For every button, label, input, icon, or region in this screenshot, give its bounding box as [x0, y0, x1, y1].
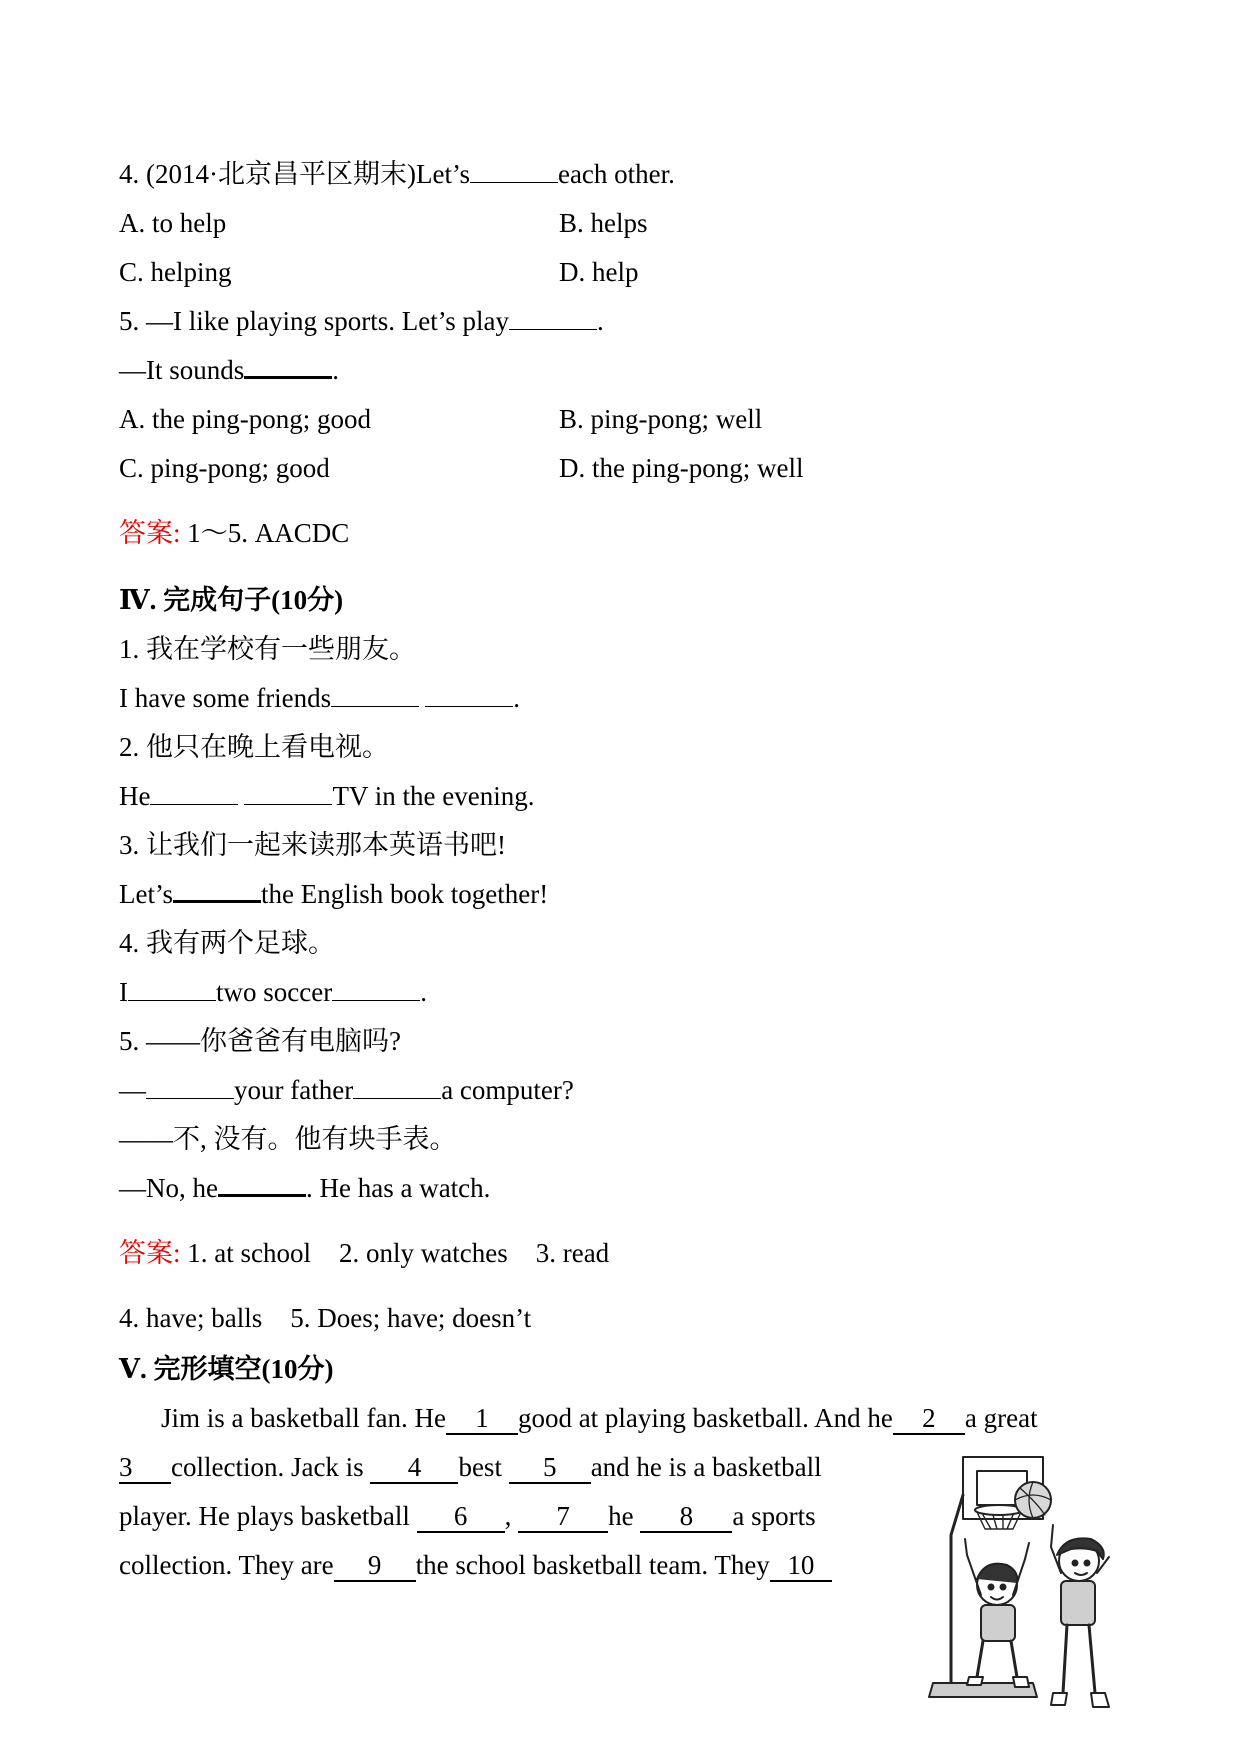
answer-blank[interactable]	[173, 878, 261, 903]
passage-text: a great	[964, 1403, 1038, 1433]
passage-text: the school basketball team. They	[415, 1550, 770, 1580]
section-4-heading: Ⅳ. 完成句子(10分)	[119, 585, 344, 615]
question-4-suffix: each other.	[557, 159, 675, 189]
answer-text: 1～5. AACDC	[180, 518, 350, 548]
cloze-blank-2[interactable]: 2	[893, 1403, 965, 1435]
question-5-line-2	[119, 346, 1129, 395]
option-b[interactable]: B. helps	[559, 208, 648, 238]
cloze-blank-10[interactable]: 10	[770, 1550, 832, 1582]
passage-text: good at playing basketball. And he	[517, 1403, 893, 1433]
section-5-heading: Ⅴ. 完形填空(10分)	[119, 1354, 334, 1384]
option-d[interactable]: D. help	[559, 257, 639, 287]
question-4	[119, 150, 1129, 199]
passage-text: ,	[504, 1501, 512, 1531]
sentence-text: the English book together!	[261, 879, 549, 909]
part-3-answer	[119, 509, 1129, 558]
question-5-suffix: .	[596, 306, 604, 336]
question-4-options-row-2	[119, 248, 1129, 297]
passage-text: and he is a basketball	[590, 1452, 822, 1482]
cloze-blank-6[interactable]: 6	[417, 1501, 505, 1533]
answer-item: 4. have; balls	[119, 1303, 263, 1333]
cloze-blank-4[interactable]: 4	[370, 1452, 458, 1484]
cloze-blank-8[interactable]: 8	[640, 1501, 732, 1533]
answer-item: 5. Does; have; doesn’t	[290, 1303, 532, 1333]
cloze-blank-7[interactable]: 7	[518, 1501, 608, 1533]
option-a[interactable]: A. to help	[119, 208, 227, 238]
sentence-text: your father	[234, 1075, 354, 1105]
sentence-5-reply-chinese: ——不, 没有。他有块手表。	[119, 1124, 457, 1154]
sentence-5-reply-english	[119, 1164, 1129, 1213]
cloze-blank-9[interactable]: 9	[334, 1550, 416, 1582]
sentence-1-english	[119, 674, 1129, 723]
sentence-text: .	[513, 683, 520, 713]
sentence-text: I have some friends	[119, 683, 332, 713]
answer-blank[interactable]	[332, 978, 420, 1001]
question-5-options-row-1	[119, 395, 1129, 444]
part-4-answer-continued	[119, 1294, 1129, 1343]
answer-blank[interactable]	[150, 782, 238, 805]
answer-label: 答案:	[119, 518, 181, 548]
cloze-blank-5[interactable]: 5	[509, 1452, 591, 1484]
question-5	[119, 297, 1129, 346]
answer-blank[interactable]	[128, 978, 216, 1001]
answer-item: 2. only watches	[339, 1238, 508, 1268]
passage-text: collection. Jack is	[171, 1452, 364, 1482]
answer-blank[interactable]	[509, 307, 597, 330]
sentence-text: Let’s	[119, 879, 173, 909]
passage-text: player. He plays basketball	[119, 1501, 410, 1531]
answer-blank[interactable]	[218, 1172, 306, 1197]
boys-playing-basketball-illustration	[925, 1455, 1130, 1720]
sentence-3-english	[119, 870, 1129, 919]
sentence-4-english	[119, 968, 1129, 1017]
cloze-blank-1[interactable]: 1	[446, 1403, 518, 1435]
answer-blank[interactable]	[331, 684, 419, 707]
sentence-1-chinese: 1. 我在学校有一些朋友。	[119, 634, 416, 664]
answer-label: 答案:	[119, 1238, 181, 1268]
question-5-line-2-prefix: —It sounds	[119, 355, 245, 385]
answer-blank[interactable]	[146, 1076, 234, 1099]
passage-line-1	[119, 1394, 1129, 1443]
option-d[interactable]: D. the ping-pong; well	[559, 453, 804, 483]
option-c[interactable]: C. helping	[119, 257, 232, 287]
sentence-2-chinese: 2. 他只在晚上看电视。	[119, 732, 389, 762]
passage-text: collection. They are	[119, 1550, 334, 1580]
sentence-text: a computer?	[441, 1075, 574, 1105]
sentence-5-english	[119, 1066, 1129, 1115]
cloze-blank-3[interactable]: 3	[119, 1452, 171, 1484]
answer-item: 1. at school	[180, 1238, 311, 1268]
passage-text: best	[458, 1452, 502, 1482]
sentence-text: .	[420, 977, 427, 1007]
sentence-text: TV in the evening.	[332, 781, 535, 811]
passage-text: a sports	[732, 1501, 816, 1531]
question-4-prefix: 4. (2014·北京昌平区期末)Let’s	[119, 159, 470, 189]
answer-blank[interactable]	[244, 354, 332, 379]
question-5-prefix: 5. —I like playing sports. Let’s play	[119, 306, 509, 336]
answer-blank[interactable]	[425, 684, 513, 707]
sentence-5-chinese: 5. ——你爸爸有电脑吗?	[119, 1026, 401, 1056]
passage-text: he	[608, 1501, 634, 1531]
answer-blank[interactable]	[470, 160, 558, 183]
sentence-4-chinese: 4. 我有两个足球。	[119, 928, 335, 958]
question-5-options-row-2	[119, 444, 1129, 493]
sentence-3-chinese: 3. 让我们一起来读那本英语书吧!	[119, 830, 506, 860]
option-b[interactable]: B. ping-pong; well	[559, 404, 763, 434]
part-4-answer	[119, 1229, 1129, 1278]
sentence-2-english	[119, 772, 1129, 821]
answer-blank[interactable]	[244, 782, 332, 805]
sentence-text: I	[119, 977, 128, 1007]
sentence-text: He	[119, 781, 151, 811]
answer-blank[interactable]	[353, 1076, 441, 1099]
answer-item: 3. read	[535, 1238, 610, 1268]
question-4-options-row-1	[119, 199, 1129, 248]
question-5-line-2-suffix: .	[332, 355, 340, 385]
sentence-text: —	[119, 1075, 146, 1105]
option-c[interactable]: C. ping-pong; good	[119, 453, 330, 483]
option-a[interactable]: A. the ping-pong; good	[119, 404, 371, 434]
exam-page	[119, 150, 1129, 1590]
sentence-text: —No, he	[119, 1173, 218, 1203]
sentence-text: . He has a watch.	[305, 1173, 491, 1203]
sentence-text: two soccer	[216, 977, 333, 1007]
passage-text: Jim is a basketball fan. He	[161, 1403, 446, 1433]
